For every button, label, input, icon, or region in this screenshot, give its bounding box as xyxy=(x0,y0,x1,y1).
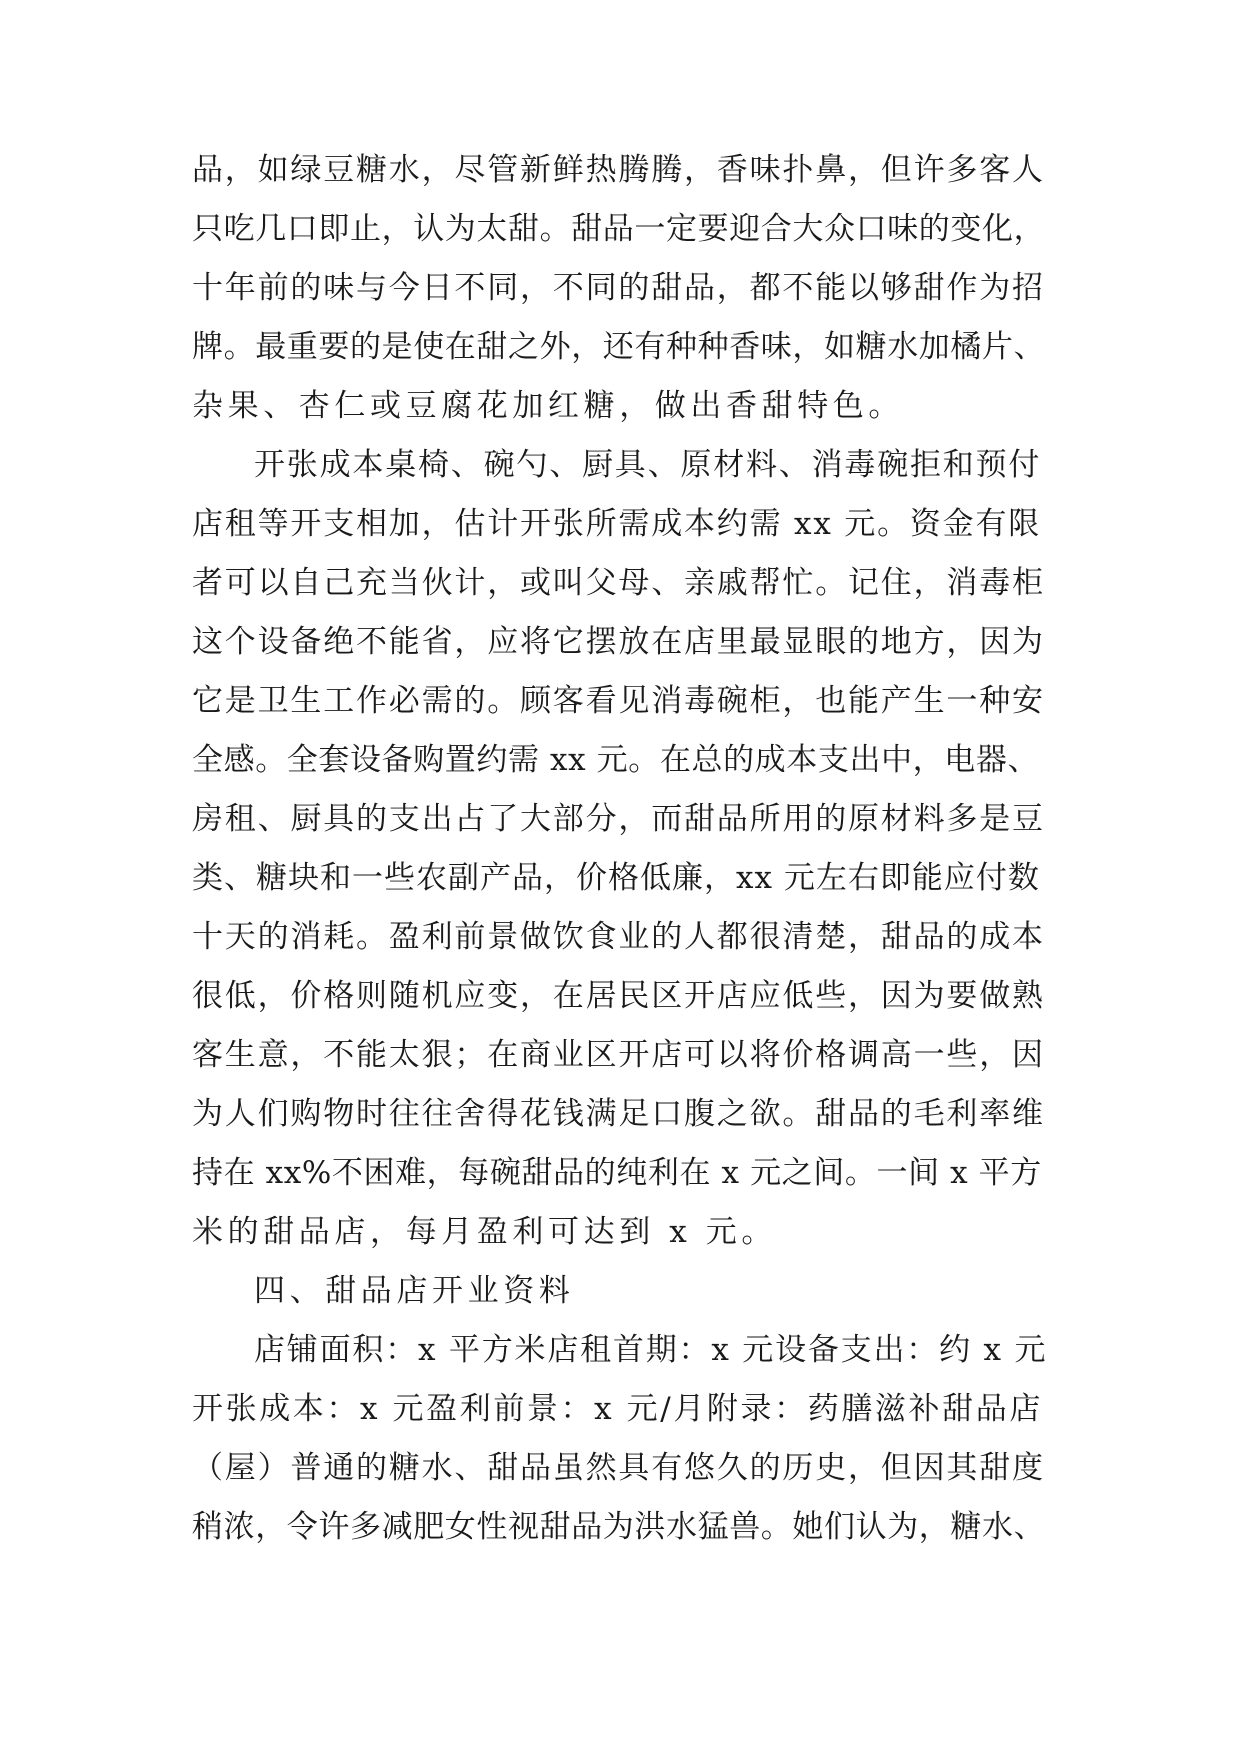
paragraph-first-line: 店铺面积：x 平方米店租首期：x 元设备支出：约 x 元 xyxy=(254,1332,1048,1368)
text-line: 房租、厨具的支出占了大部分，而甜品所用的原材料多是豆 xyxy=(192,801,1045,837)
text-line: 稍浓，令许多减肥女性视甜品为洪水猛兽。她们认为，糖水、 xyxy=(192,1509,1046,1545)
text-line: 开张成本：x 元盈利前景：x 元/月附录：药膳滋补甜品店 xyxy=(192,1391,1043,1427)
text-line: 为人们购物时往往舍得花钱满足口腹之欲。甜品的毛利率维 xyxy=(192,1096,1045,1132)
text-line: 客生意，不能太狠；在商业区开店可以将价格调高一些，因 xyxy=(192,1037,1045,1073)
text-line: 杂果、杏仁或豆腐花加红糖，做出香甜特色。 xyxy=(192,388,904,424)
text-line: 米的甜品店，每月盈利可达到 x 元。 xyxy=(192,1214,777,1250)
text-line: 牌。最重要的是使在甜之外，还有种种香味，如糖水加橘片、 xyxy=(192,329,1046,365)
text-line: 类、糖块和一些农副产品，价格低廉，xx 元左右即能应付数 xyxy=(192,860,1040,896)
text-line: （屋）普通的糖水、甜品虽然具有悠久的历史，但因其甜度 xyxy=(192,1450,1045,1486)
section-heading: 四、甜品店开业资料 xyxy=(254,1273,575,1309)
text-line: 十天的消耗。盈利前景做饮食业的人都很清楚，甜品的成本 xyxy=(192,919,1045,955)
text-line: 店租等开支相加，估计开张所需成本约需 xx 元。资金有限 xyxy=(192,506,1042,542)
text-line: 这个设备绝不能省，应将它摆放在店里最显眼的地方，因为 xyxy=(192,624,1045,660)
paragraph-first-line: 开张成本桌椅、碗勺、厨具、原材料、消毒碗拒和预付 xyxy=(254,447,1042,483)
text-line: 品，如绿豆糖水，尽管新鲜热腾腾，香味扑鼻，但许多客人 xyxy=(192,152,1045,188)
text-line: 十年前的味与今日不同，不同的甜品，都不能以够甜作为招 xyxy=(192,270,1045,306)
text-line: 全感。全套设备购置约需 xx 元。在总的成本支出中，电器、 xyxy=(192,742,1040,778)
text-line: 者可以自己充当伙计，或叫父母、亲戚帮忙。记住，消毒柜 xyxy=(192,565,1045,601)
text-line: 很低，价格则随机应变，在居民区开店应低些，因为要做熟 xyxy=(192,978,1045,1014)
text-line: 持在 xx%不困难，每碗甜品的纯利在 x 元之间。一间 x 平方 xyxy=(192,1155,1042,1191)
text-line: 它是卫生工作必需的。顾客看见消毒碗柜，也能产生一种安 xyxy=(192,683,1045,719)
text-line: 只吃几口即止，认为太甜。甜品一定要迎合大众口味的变化， xyxy=(192,211,1046,247)
